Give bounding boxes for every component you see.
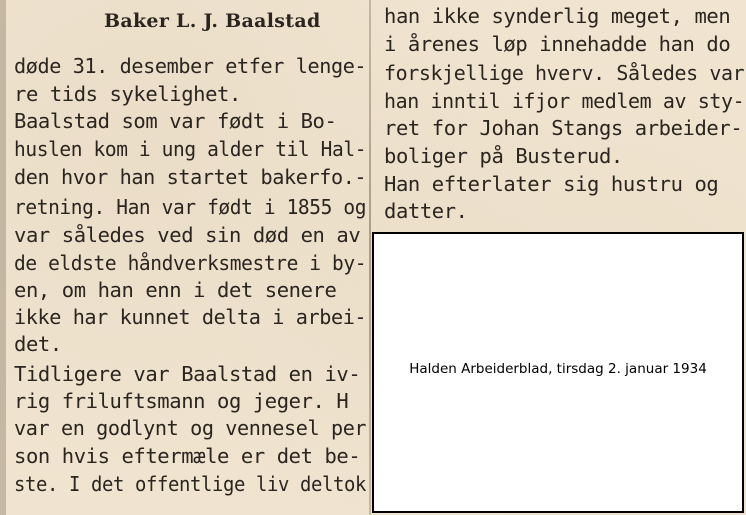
caption-box bbox=[372, 232, 744, 513]
text-line: Baalstad som var født i Bo- bbox=[14, 109, 337, 133]
text-line: Han efterlater sig hustru og bbox=[384, 172, 719, 196]
text-line: var en godlynt og vennesel per bbox=[14, 416, 367, 440]
obituary-headline: Baker L. J. Baalstad bbox=[104, 10, 321, 32]
text-line: den hvor han startet bakerfo.- bbox=[14, 165, 367, 189]
text-line: han ikke synderlig meget, men bbox=[384, 4, 731, 28]
text-line: retning. Han var født i 1855 og bbox=[14, 195, 367, 219]
text-line: en, om han enn i det senere bbox=[14, 278, 337, 302]
text-line: ret for Johan Stangs arbeider- bbox=[384, 116, 743, 140]
left-column bbox=[0, 0, 368, 515]
text-line: de eldste håndverksmestre i by- bbox=[14, 251, 367, 275]
text-line: datter. bbox=[384, 199, 468, 223]
right-column bbox=[375, 0, 746, 232]
text-line: rig friluftsmann og jeger. H bbox=[14, 389, 349, 413]
text-line: re tids sykelighet. bbox=[14, 82, 241, 106]
text-line: i årenes løp innehadde han do bbox=[384, 32, 731, 56]
text-line: Tidligere var Baalstad en iv- bbox=[14, 362, 361, 386]
text-line: var således ved sin død en av bbox=[14, 223, 361, 247]
text-line: han inntil ifjor medlem av sty- bbox=[384, 89, 745, 113]
text-line: son hvis eftermæle er det be- bbox=[14, 444, 361, 468]
text-line: boliger på Busterud. bbox=[384, 144, 623, 168]
text-line: ikke har kunnet delta i arbei- bbox=[14, 305, 367, 329]
text-line: huslen kom i ung alder til Hal- bbox=[14, 137, 367, 161]
column-rule bbox=[369, 0, 371, 515]
source-caption: Halden Arbeiderblad, tirsdag 2. januar 1934 bbox=[409, 361, 707, 377]
text-line: det. bbox=[14, 332, 62, 356]
text-line: ste. I det offentlige liv deltok bbox=[14, 472, 366, 496]
text-line: døde 31. desember etfer lenge- bbox=[14, 54, 367, 78]
text-line: forskjellige hverv. Således var bbox=[384, 61, 745, 85]
